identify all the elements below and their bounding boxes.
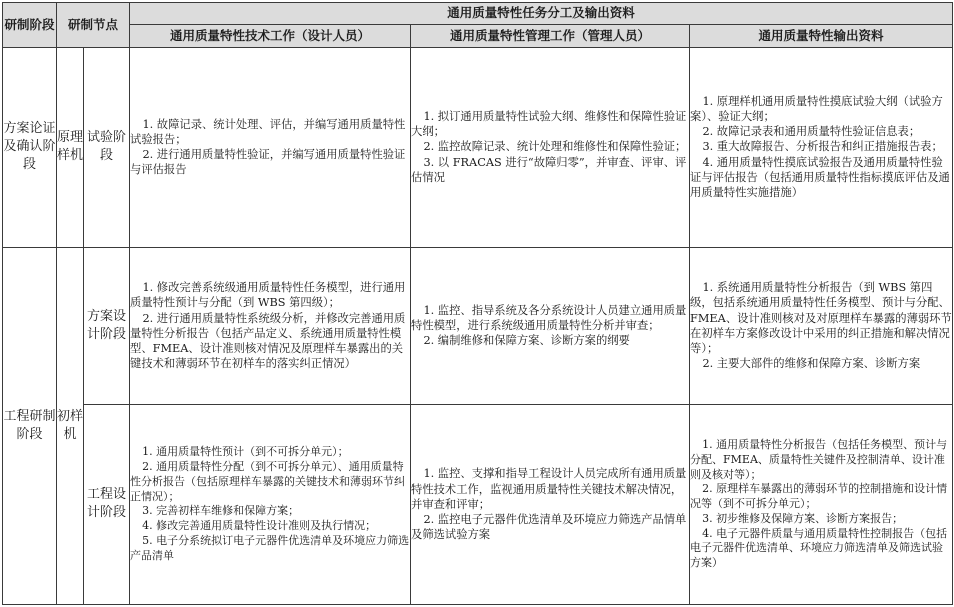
stage-label: 方案论证及确认阶段: [3, 121, 56, 173]
table-row: [3, 47, 953, 247]
output-item: 1. 原理样机通用质量特性摸底试验大纲（试验方案）、验证大纲；: [690, 94, 943, 123]
header-col-tech: 通用质量特性技术工作（设计人员）: [130, 24, 411, 47]
output-item: 2. 故障记录表和通用质量特性验证信息表；: [702, 125, 921, 139]
header-node-label: 研制节点: [68, 16, 119, 32]
node-cell: [57, 247, 84, 605]
node-label: 原理样机: [57, 130, 84, 164]
subnode-cell: [84, 47, 130, 247]
subnode-label: 工程设计阶段: [87, 487, 127, 521]
output-item: 3. 初步维修及保障方案、诊断方案报告；: [702, 511, 904, 525]
table-row: [3, 247, 953, 404]
stage-cell: [3, 247, 57, 605]
mgmt-cell: [411, 247, 690, 404]
stage-label: 工程研制阶段: [3, 408, 56, 442]
tech-item: 3. 完善初样车维修和保障方案；: [142, 504, 300, 518]
header-col-mgmt: 通用质量特性管理工作（管理人员）: [411, 24, 690, 47]
output-item: 1. 系统通用质量特性分析报告（到 WBS 第四级，包括系统通用质量特性任务模型、预计与分配、FMEA、设计准则核对及对原理样车暴露的薄弱环节在初样车方案修改设计中采用的纠正措施和解决情况等）；: [690, 281, 952, 355]
stage-cell: [3, 47, 57, 247]
output-item: 1. 通用质量特性分析报告（包括任务模型、预计与分配、FMEA、质量特性关键件及控制清单、设计准则及核对等）；: [690, 437, 948, 481]
header-stage-label: 研制阶段: [4, 16, 55, 32]
output-item: 2. 原理样车暴露出的薄弱环节的控制措施和设计情况等（到不可拆分单元）；: [690, 482, 948, 511]
mgmt-item: 2. 编制维修和保障方案、诊断方案的纲要: [423, 334, 630, 348]
output-item: 4. 电子元器件质量与通用质量特性控制报告（包括电子元器件优选清单、环境应力筛选清单及筛选试验方案）: [690, 526, 948, 570]
tech-item: 1. 修改完善系统级通用质量特性任务模型，进行通用质量特性预计与分配（到 WBS 第四级）；: [130, 281, 406, 310]
output-item: 2. 主要大部件的维修和保障方案、诊断方案: [702, 357, 921, 371]
header-task-group: 通用质量特性任务分工及输出资料: [130, 3, 953, 25]
header-col-output: 通用质量特性输出资料: [690, 24, 953, 47]
mgmt-item: 1. 拟订通用质量特性试验大纲、维修性和保障性验证大纲；: [411, 110, 687, 139]
tech-cell: [130, 47, 411, 247]
mgmt-cell: [411, 404, 690, 604]
output-cell: [690, 404, 953, 604]
tech-item: 1. 故障记录、统计处理、评估，并编写通用质量特性试验报告；: [130, 117, 406, 146]
node-label: 初样机: [57, 408, 84, 442]
header-stage: [3, 3, 57, 48]
subnode-cell: [84, 247, 130, 404]
table-row: [3, 404, 953, 604]
subnode-cell: [84, 404, 130, 604]
tech-item: 4. 修改完善通用质量特性设计准则及执行情况；: [142, 519, 377, 533]
tech-item: 2. 进行通用质量特性验证，并编写通用质量特性验证与评估报告: [130, 148, 406, 177]
mgmt-item: 1. 监控、支撑和指导工程设计人员完成所有通用质量特性技术工作，监视通用质量特性关键技术解决情况，并审查和评审；: [411, 467, 687, 511]
mgmt-item: 3. 以 FRACAS 进行“故障归零”，并审查、评审、评估情况: [411, 155, 687, 184]
subnode-label: 试验阶段: [87, 130, 127, 164]
tech-cell: [130, 404, 411, 604]
tech-item: 2. 通用质量特性分配（到不可拆分单元）、通用质量特性分析报告（包括原理样车暴露的关键技术和薄弱环节纠正情况）；: [130, 460, 406, 503]
mgmt-item: 1. 监控、指导系统及各分系统设计人员建立通用质量特性模型，进行系统级通用质量特性分析并审查；: [411, 303, 687, 333]
node-cell: [57, 47, 84, 247]
mgmt-cell: [411, 47, 690, 247]
tech-item: 1. 通用质量特性预计（到不可拆分单元）；: [142, 445, 349, 459]
subnode-label: 方案设计阶段: [87, 308, 127, 342]
output-cell: [690, 47, 953, 247]
header-node: [57, 3, 130, 48]
tech-item: 5. 电子分系统拟订电子元器件优选清单及环境应力筛选产品清单: [130, 534, 410, 562]
output-cell: [690, 247, 953, 404]
tech-cell: [130, 247, 411, 404]
mgmt-item: 2. 监控电子元器件优选清单及环境应力筛选产品情单及筛选试验方案: [411, 513, 687, 542]
output-item: 3. 重大故障报告、分析报告和纠正措施报告表；: [702, 140, 943, 154]
task-division-table: [2, 2, 953, 605]
tech-item: 2. 进行通用质量特性系统级分析，并修改完善通用质量特性分析报告（包括产品定义、系统通用质量特性模型、FMEA、设计准则核对情况及原理样车暴露出的关键技术和薄弱环节在初样车的落实纠正情况）: [130, 311, 406, 371]
output-item: 4. 通用质量特性摸底试验报告及通用质量特性验证与评估报告（包括通用质量特性指标摸底评估及通用质量特性实施措施）: [690, 155, 950, 200]
mgmt-item: 2. 监控故障记录、统计处理和维修性和保障性验证；: [423, 140, 687, 154]
